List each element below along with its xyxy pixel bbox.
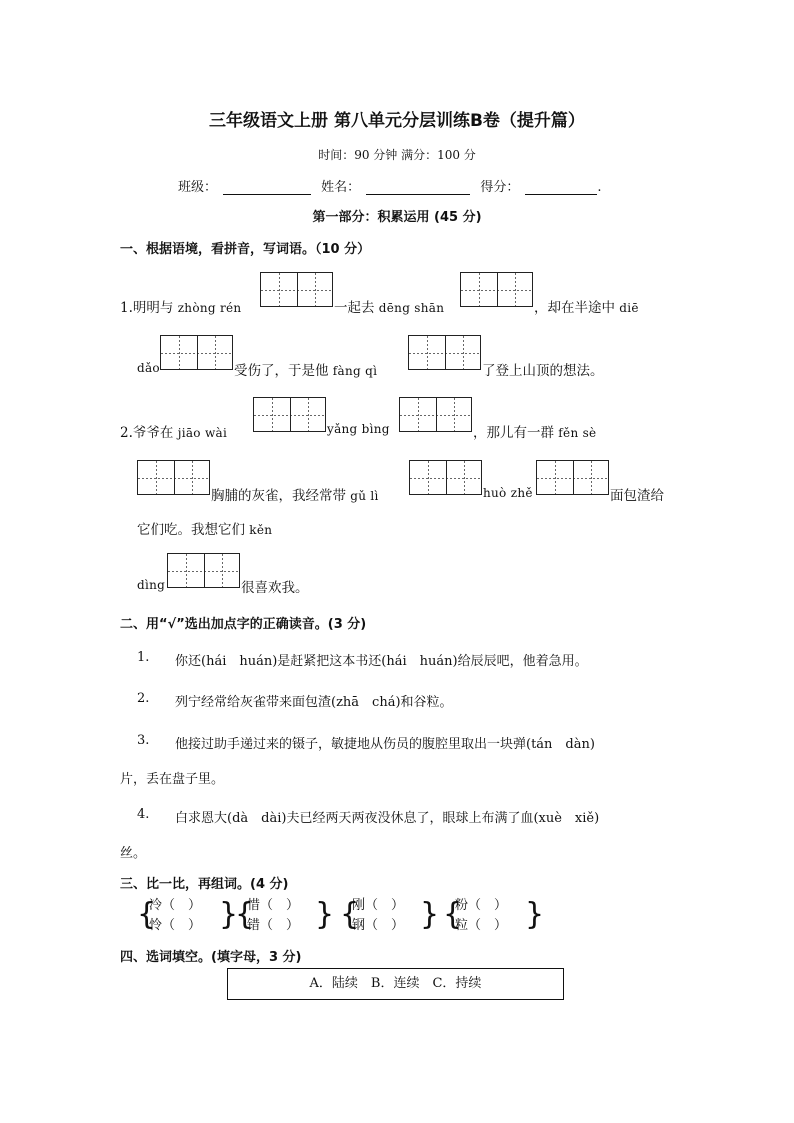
- writing-grid-10[interactable]: [167, 553, 240, 588]
- pron-item-1: 你还(hái huán)是赶紧把这本书还(hái huán)给辰辰吧，他着急用。: [175, 654, 588, 669]
- right-brace-icon: }: [420, 897, 440, 932]
- compare-1-top[interactable]: 冷（ ）: [149, 898, 202, 913]
- q2-pinyin-4: gǔ lì: [350, 489, 379, 503]
- q1-text-e: 了登上山顶的想法。: [482, 363, 604, 379]
- pron-item-4: 白求恩大(dà dài)夫已经两天两夜没休息了，眼球上布满了血(xuè xiě): [175, 811, 600, 826]
- compare-4-bottom[interactable]: 粒（ ）: [455, 918, 508, 933]
- writing-grid-2[interactable]: [460, 272, 533, 307]
- q2-line3: [137, 518, 272, 538]
- writing-grid-8[interactable]: [409, 460, 482, 495]
- writing-grid-6[interactable]: [399, 397, 472, 432]
- end-mark: .: [597, 180, 602, 195]
- pron-item-4-num: 4.: [137, 807, 150, 822]
- pron-item-3-cont: 片，丢在盘子里。: [120, 772, 225, 787]
- name-label: 姓名：: [321, 180, 361, 195]
- q1-pinyin-3b: dǎo: [137, 361, 160, 375]
- q2-line1: [120, 421, 227, 441]
- q1-text-d: 受伤了，于是他: [234, 363, 329, 379]
- section2-heading: 二、用“√”选出加点字的正确读音。(3 分): [120, 617, 367, 632]
- q2-pinyin-1: jiāo wài: [177, 426, 228, 440]
- section1-heading: 一、根据语境，看拼音，写词语。（10 分）: [120, 242, 371, 257]
- writing-grid-1[interactable]: [260, 272, 333, 307]
- part-heading: 第一部分：积累运用 (45 分): [312, 210, 482, 225]
- q2-line1-b: [473, 421, 596, 441]
- score-label: 得分：: [480, 180, 520, 195]
- left-brace-icon: {: [137, 897, 157, 932]
- writing-grid-4[interactable]: [408, 335, 481, 370]
- compare-1-bottom[interactable]: 怜（ ）: [149, 918, 202, 933]
- q1-pinyin-3: diē: [619, 301, 639, 315]
- right-brace-icon: }: [219, 897, 239, 932]
- q1-line1-b: [334, 296, 444, 316]
- pron-item-3: 他接过助手递过来的镊子，敏捷地从伤员的腹腔里取出一块弹(tán dàn): [175, 737, 595, 752]
- info-line: [178, 176, 601, 195]
- q2-line2-c: [211, 484, 379, 504]
- compare-3-top[interactable]: 刚（ ）: [352, 898, 405, 913]
- section3-heading: 三、比一比，再组词。(4 分): [120, 877, 289, 892]
- compare-2-bottom[interactable]: 错（ ）: [247, 918, 300, 933]
- q1-line1-c: [534, 296, 639, 316]
- q2-text-c: 胸脯的灰雀，我经常带: [211, 488, 346, 504]
- pron-item-3-num: 3.: [137, 733, 150, 748]
- q2-text-e: 它们吃。我想它们: [137, 522, 245, 538]
- compare-2-top[interactable]: 惜（ ）: [247, 898, 300, 913]
- q1-line1: [120, 296, 241, 316]
- pron-item-2-num: 2.: [137, 691, 150, 706]
- q2-text-f: 很喜欢我。: [241, 580, 309, 596]
- q2-pinyin-6b: dìng: [137, 578, 166, 592]
- q2-pinyin-5: huò zhě: [483, 486, 533, 500]
- exam-time-line: 时间：90 分钟 满分：100 分: [318, 148, 476, 162]
- right-brace-icon: }: [525, 897, 545, 932]
- section4-heading: 四、选词填空。(填字母，3 分): [120, 950, 302, 965]
- q2-pinyin-3: fěn sè: [558, 426, 597, 440]
- q2-pinyin-2: yǎng bìng: [327, 422, 390, 436]
- q2-text-b: ，那儿有一群: [473, 425, 554, 441]
- q1-text-c: ，却在半途中: [534, 300, 615, 316]
- class-label: 班级：: [178, 180, 218, 195]
- compare-3-bottom[interactable]: 钢（ ）: [352, 918, 405, 933]
- q2-pinyin-6: kěn: [249, 523, 273, 537]
- name-blank[interactable]: [366, 180, 470, 195]
- pron-item-1-num: 1.: [137, 650, 150, 665]
- q1-line2-d: [234, 359, 377, 379]
- left-brace-icon: {: [443, 897, 463, 932]
- q1-text-b: 一起去: [334, 300, 375, 316]
- writing-grid-3[interactable]: [160, 335, 233, 370]
- q1-text-a: 1.明明与: [120, 300, 174, 316]
- left-brace-icon: {: [340, 897, 360, 932]
- pron-item-2: 列宁经常给灰雀带来面包渣(zhā chá)和谷粒。: [175, 695, 453, 710]
- right-brace-icon: }: [315, 897, 335, 932]
- q2-text-d: 面包渣给: [610, 488, 664, 504]
- q2-text-a: 2.爷爷在: [120, 425, 174, 441]
- word-options-box: A．陆续 B．连续 C．持续: [227, 968, 564, 1000]
- pron-item-4-cont: 丝。: [120, 846, 147, 861]
- score-blank[interactable]: [525, 180, 597, 195]
- left-brace-icon: {: [235, 897, 255, 932]
- writing-grid-9[interactable]: [536, 460, 609, 495]
- q1-pinyin-4: fàng qì: [332, 364, 378, 378]
- compare-4-top[interactable]: 粉（ ）: [455, 898, 508, 913]
- writing-grid-5[interactable]: [253, 397, 326, 432]
- q1-pinyin-1: zhòng rén: [177, 301, 242, 315]
- q1-pinyin-2: dēng shān: [378, 301, 445, 315]
- page-title: 三年级语文上册 第八单元分层训练B卷（提升篇）: [209, 111, 585, 131]
- class-blank[interactable]: [223, 180, 311, 195]
- writing-grid-7[interactable]: [137, 460, 210, 495]
